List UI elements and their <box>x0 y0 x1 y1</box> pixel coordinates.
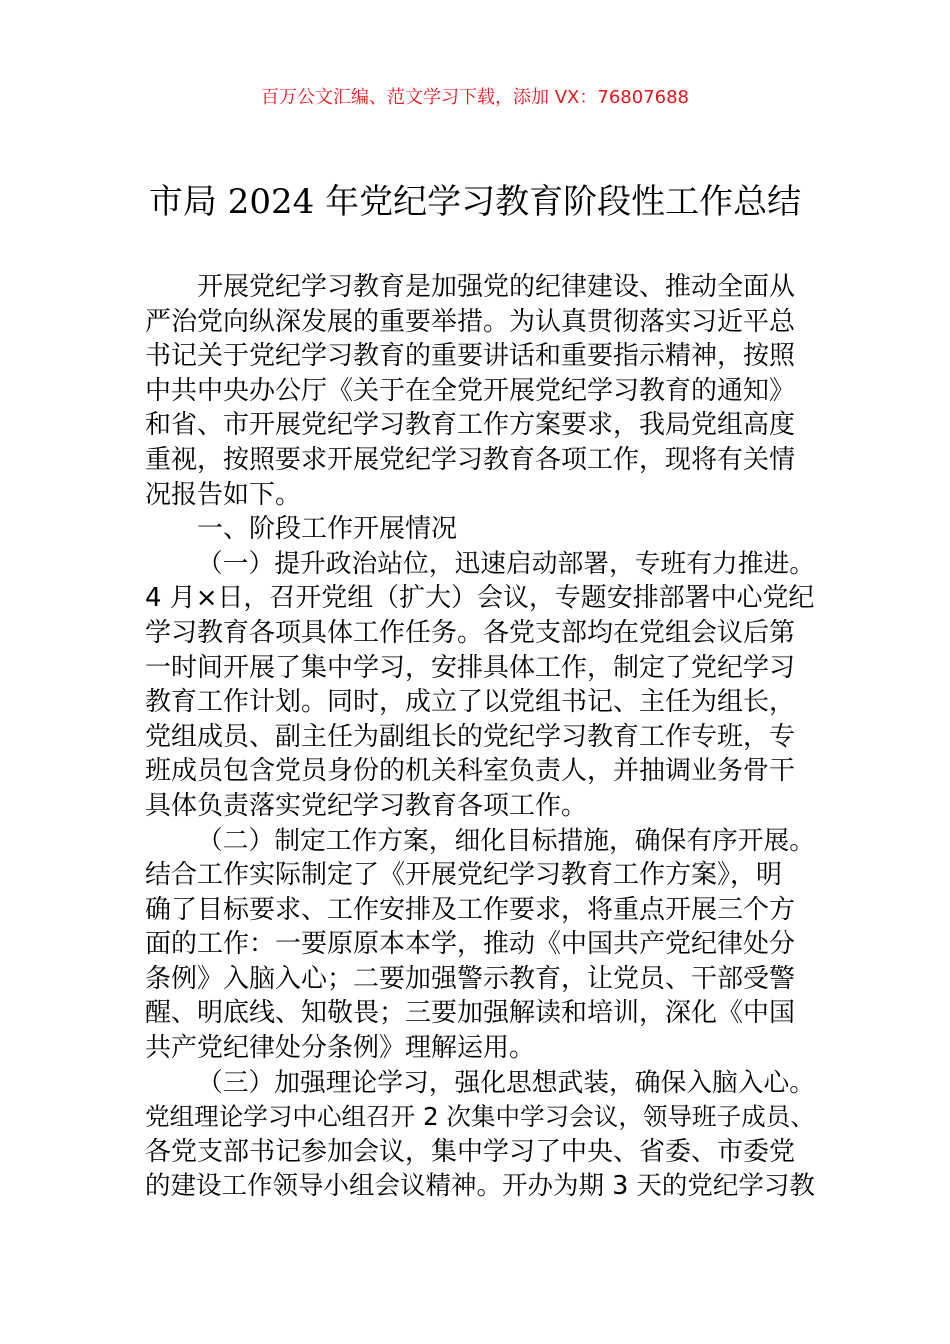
body-line: （二）制定工作方案，细化目标措施，确保有序开展。 <box>197 825 815 856</box>
body-line: 各党支部书记参加会议，集中学习了中央、省委、市委党 <box>145 1136 796 1167</box>
body-line: 共产党纪律处分条例》理解运用。 <box>145 1033 536 1064</box>
body-line: 党组理论学习中心组召开 2 次集中学习会议，领导班子成员、 <box>145 1102 815 1132</box>
body-line: 重视，按照要求开展党纪学习教育各项工作，现将有关情 <box>145 444 796 475</box>
body-line: 班成员包含党员身份的机关科室负责人，并抽调业务骨干 <box>145 756 796 787</box>
document-body <box>145 270 815 1204</box>
body-line: （三）加强理论学习，强化思想武装，确保入脑入心。 <box>197 1067 815 1098</box>
body-line: 具体负责落实党纪学习教育各项工作。 <box>145 790 588 821</box>
page-title: 市局 2024 年党纪学习教育阶段性工作总结 <box>148 182 802 222</box>
watermark-banner: 百万公文汇编、范文学习下载，添加 VX：76807688 <box>261 87 689 108</box>
body-line: 党组成员、副主任为副组长的党纪学习教育工作专班，专 <box>145 721 796 752</box>
body-line: 的建设工作领导小组会议精神。开办为期 3 天的党纪学习教 <box>145 1171 815 1202</box>
body-line: 书记关于党纪学习教育的重要讲话和重要指示精神，按照 <box>145 341 796 372</box>
body-line: 一时间开展了集中学习，安排具体工作，制定了党纪学习 <box>145 652 796 683</box>
body-line: 中共中央办公厅《关于在全党开展党纪学习教育的通知》 <box>145 375 796 406</box>
body-line: 醒、明底线、知敬畏；三要加强解读和培训，深化《中国 <box>145 998 796 1029</box>
body-line: 教育工作计划。同时，成立了以党组书记、主任为组长， <box>145 687 796 718</box>
body-line: 开展党纪学习教育是加强党的纪律建设、推动全面从 <box>197 272 796 302</box>
body-line: 和省、市开展党纪学习教育工作方案要求，我局党组高度 <box>145 410 796 441</box>
body-line: 条例》入脑入心；二要加强警示教育，让党员、干部受警 <box>145 963 796 994</box>
body-line: 严治党向纵深发展的重要举措。为认真贯彻落实习近平总 <box>145 306 796 337</box>
body-line: 一、阶段工作开展情况 <box>197 514 458 545</box>
body-line: 况报告如下。 <box>145 479 302 510</box>
body-line: 学习教育各项具体工作任务。各党支部均在党组会议后第 <box>145 617 796 648</box>
body-line: 面的工作：一要原原本本学，推动《中国共产党纪律处分 <box>145 929 796 960</box>
body-line: 确了目标要求、工作安排及工作要求，将重点开展三个方 <box>145 894 796 925</box>
body-line: 结合工作实际制定了《开展党纪学习教育工作方案》，明 <box>145 860 783 891</box>
body-line: （一）提升政治站位，迅速启动部署，专班有力推进。 <box>197 548 815 579</box>
body-line: 4 月×日，召开党组（扩大）会议，专题安排部署中心党纪 <box>145 583 815 614</box>
